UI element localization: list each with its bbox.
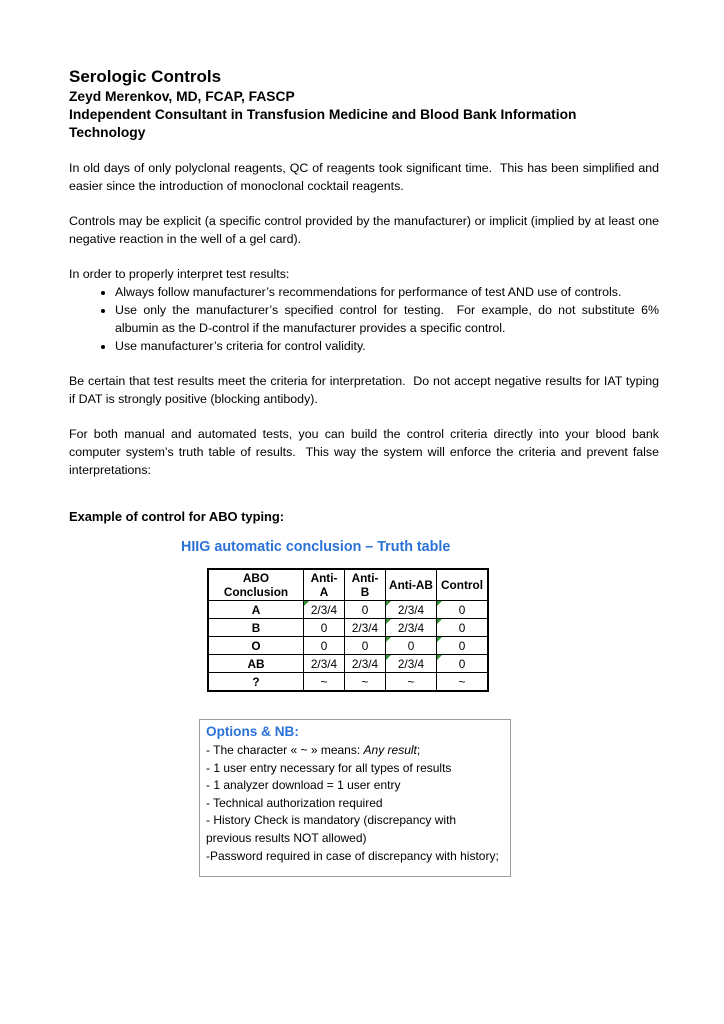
truth-table-cell: 0 [437,601,489,619]
options-box-title: Options & NB: [206,724,299,739]
truth-table-cell: ~ [386,673,437,692]
truth-table-cell: ~ [304,673,345,692]
example-heading: Example of control for ABO typing: [69,509,285,524]
truth-table-header-row [208,569,488,601]
paragraph-criteria: Be certain that test results meet the criteria for interpretation. Do not accept negative results for IAT typing if DAT is strongly positive (blocking antibody). [69,374,663,406]
truth-table-cell: 2/3/4 [345,655,386,673]
truth-table-cell: ~ [345,673,386,692]
row-label: B [208,619,304,637]
truth-table-cell: 2/3/4 [345,619,386,637]
header-anti-a: Anti-A [304,569,345,601]
bullet-item-specified-control: • Use only the manufacturer’s specified control for testing. For example, do not substitute 6% albumin as the D-control if the manufacturer provides a specific control. [115,301,659,337]
truth-table-cell: 2/3/4 [304,655,345,673]
row-label: ? [208,673,304,692]
option-line-password: -Password required in case of discrepancy with history; [206,848,499,863]
header-control: Control [437,569,489,601]
truth-table-row [208,637,488,655]
truth-table-cell: 0 [437,655,489,673]
truth-table-title: HIIG automatic conclusion – Truth table [181,539,451,555]
truth-table-row [208,601,488,619]
option-line-analyzer: - 1 analyzer download = 1 user entry [206,778,401,793]
affiliation-line-2: Technology [69,125,146,140]
bullet-item-control-validity: • Use manufacturer’s criteria for control validity. [115,337,659,355]
truth-table-cell: 2/3/4 [304,601,345,619]
list-intro: In order to properly interpret test results: [69,267,290,281]
truth-table-cell: 0 [386,637,437,655]
header-anti-ab: Anti-AB [386,569,437,601]
option-line-history-check: - History Check is mandatory (discrepancy with previous results NOT allowed) [206,813,460,845]
truth-table-cell: 2/3/4 [386,601,437,619]
row-label: A [208,601,304,619]
row-label: AB [208,655,304,673]
option-line-text: - The character « ~ » means: [206,743,364,757]
option-line-tilde [206,742,502,760]
paragraph-truth-table: For both manual and automated tests, you can build the control criteria directly into your blood bank computer system’s truth table of results. This way the system will enforce the criteria and prevent false interpretations: [69,427,663,477]
options-box [199,719,511,877]
paragraph-polyclonal: In old days of only polyclonal reagents, QC of reagents took significant time. This has been simplified and easier since the introduction of monoclonal cocktail reagents. [69,161,663,193]
truth-table-cell: 2/3/4 [386,619,437,637]
row-label: O [208,637,304,655]
option-line-suffix: ; [416,743,421,757]
option-line-italic: Any result [363,743,417,757]
truth-table-cell: 0 [304,619,345,637]
truth-table-cell: 0 [437,637,489,655]
bullet-item-recommendations: • Always follow manufacturer’s recommendations for performance of test AND use of controls. [115,283,659,301]
paragraph-explicit-implicit: Controls may be explicit (a specific control provided by the manufacturer) or implicit (implied by at least one negative reaction in the well of a gel card). [69,214,663,246]
bullet-list [69,283,663,355]
truth-table [207,568,489,692]
truth-table-row [208,619,488,637]
truth-table-row [208,655,488,673]
document-title: Serologic Controls [69,67,222,86]
header-abo-conclusion: ABO Conclusion [208,569,304,601]
truth-table-cell: 0 [345,601,386,619]
header-anti-b: Anti-B [345,569,386,601]
affiliation-line-1: Independent Consultant in Transfusion Medicine and Blood Bank Information [69,107,577,122]
truth-table-body [208,601,488,692]
truth-table-cell: 2/3/4 [386,655,437,673]
option-line-authorization: - Technical authorization required [206,795,383,810]
truth-table-row [208,673,488,692]
option-line-user-entry: - 1 user entry necessary for all types of results [206,760,452,775]
truth-table-cell: 0 [437,619,489,637]
truth-table-cell: ~ [437,673,489,692]
author-line: Zeyd Merenkov, MD, FCAP, FASCP [69,89,295,104]
truth-table-cell: 0 [345,637,386,655]
truth-table-cell: 0 [304,637,345,655]
